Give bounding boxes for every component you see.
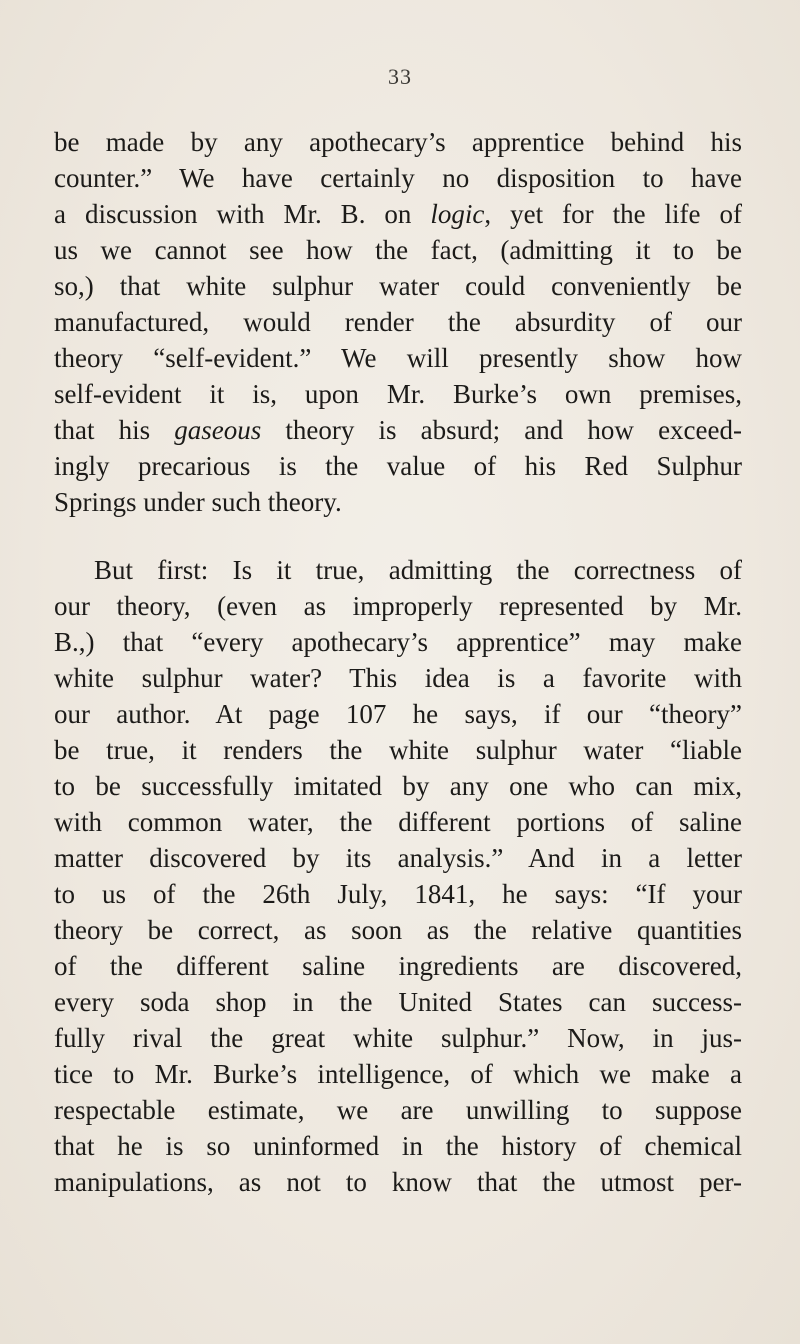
text-line: a discussion with Mr. B. on logic, yet for the life of — [54, 199, 742, 229]
text-line: be made by any apothecary’s apprentice behind his — [54, 127, 742, 157]
text-line: manufactured, would render the absurdity of our — [54, 307, 742, 337]
text-line: B.,) that “every apothecary’s apprentice” may make — [54, 627, 742, 657]
text-line: to be successfully imitated by any one who can mix, — [54, 771, 742, 801]
text-line: theory “self-evident.” We will presently show how — [54, 343, 742, 373]
text-line: white sulphur water? This idea is a favorite with — [54, 663, 742, 693]
text-line: ingly precarious is the value of his Red Sulphur — [54, 451, 742, 481]
text-line: that his gaseous theory is absurd; and how exceed- — [54, 415, 742, 445]
text-line: But first: Is it true, admitting the correctness of — [94, 555, 742, 585]
paragraph-gap — [54, 520, 742, 552]
text-line: us we cannot see how the fact, (admitting it to be — [54, 235, 742, 265]
text-line: that he is so uninformed in the history of chemical — [54, 1131, 742, 1161]
italic-word: logic — [430, 199, 485, 229]
text-line: our theory, (even as improperly represented by Mr. — [54, 591, 742, 621]
text-line: with common water, the different portions of saline — [54, 807, 742, 837]
text-line: fully rival the great white sulphur.” Now, in jus- — [54, 1023, 742, 1053]
text-line: respectable estimate, we are unwilling to suppose — [54, 1095, 742, 1125]
body-text — [54, 124, 742, 1200]
text-line: to us of the 26th July, 1841, he says: “If your — [54, 879, 742, 909]
text-line: our author. At page 107 he says, if our “theory” — [54, 699, 742, 729]
text-line: be true, it renders the white sulphur water “liable — [54, 735, 742, 765]
text-line: self-evident it is, upon Mr. Burke’s own premises, — [54, 379, 742, 409]
text-line: counter.” We have certainly no disposition to have — [54, 163, 742, 193]
text-line: of the different saline ingredients are discovered, — [54, 951, 742, 981]
page-number: 33 — [388, 64, 412, 89]
text-line: every soda shop in the United States can success- — [54, 987, 742, 1017]
paragraph-2 — [54, 552, 742, 1200]
text-line: Springs under such theory. — [54, 487, 342, 517]
text-line: so,) that white sulphur water could conveniently be — [54, 271, 742, 301]
italic-word: gaseous — [174, 415, 262, 445]
text-line: manipulations, as not to know that the utmost per- — [54, 1167, 742, 1197]
text-line: matter discovered by its analysis.” And in a letter — [54, 843, 742, 873]
text-line: theory be correct, as soon as the relative quantities — [54, 915, 742, 945]
text-line: tice to Mr. Burke’s intelligence, of which we make a — [54, 1059, 742, 1089]
paragraph-1 — [54, 124, 742, 520]
